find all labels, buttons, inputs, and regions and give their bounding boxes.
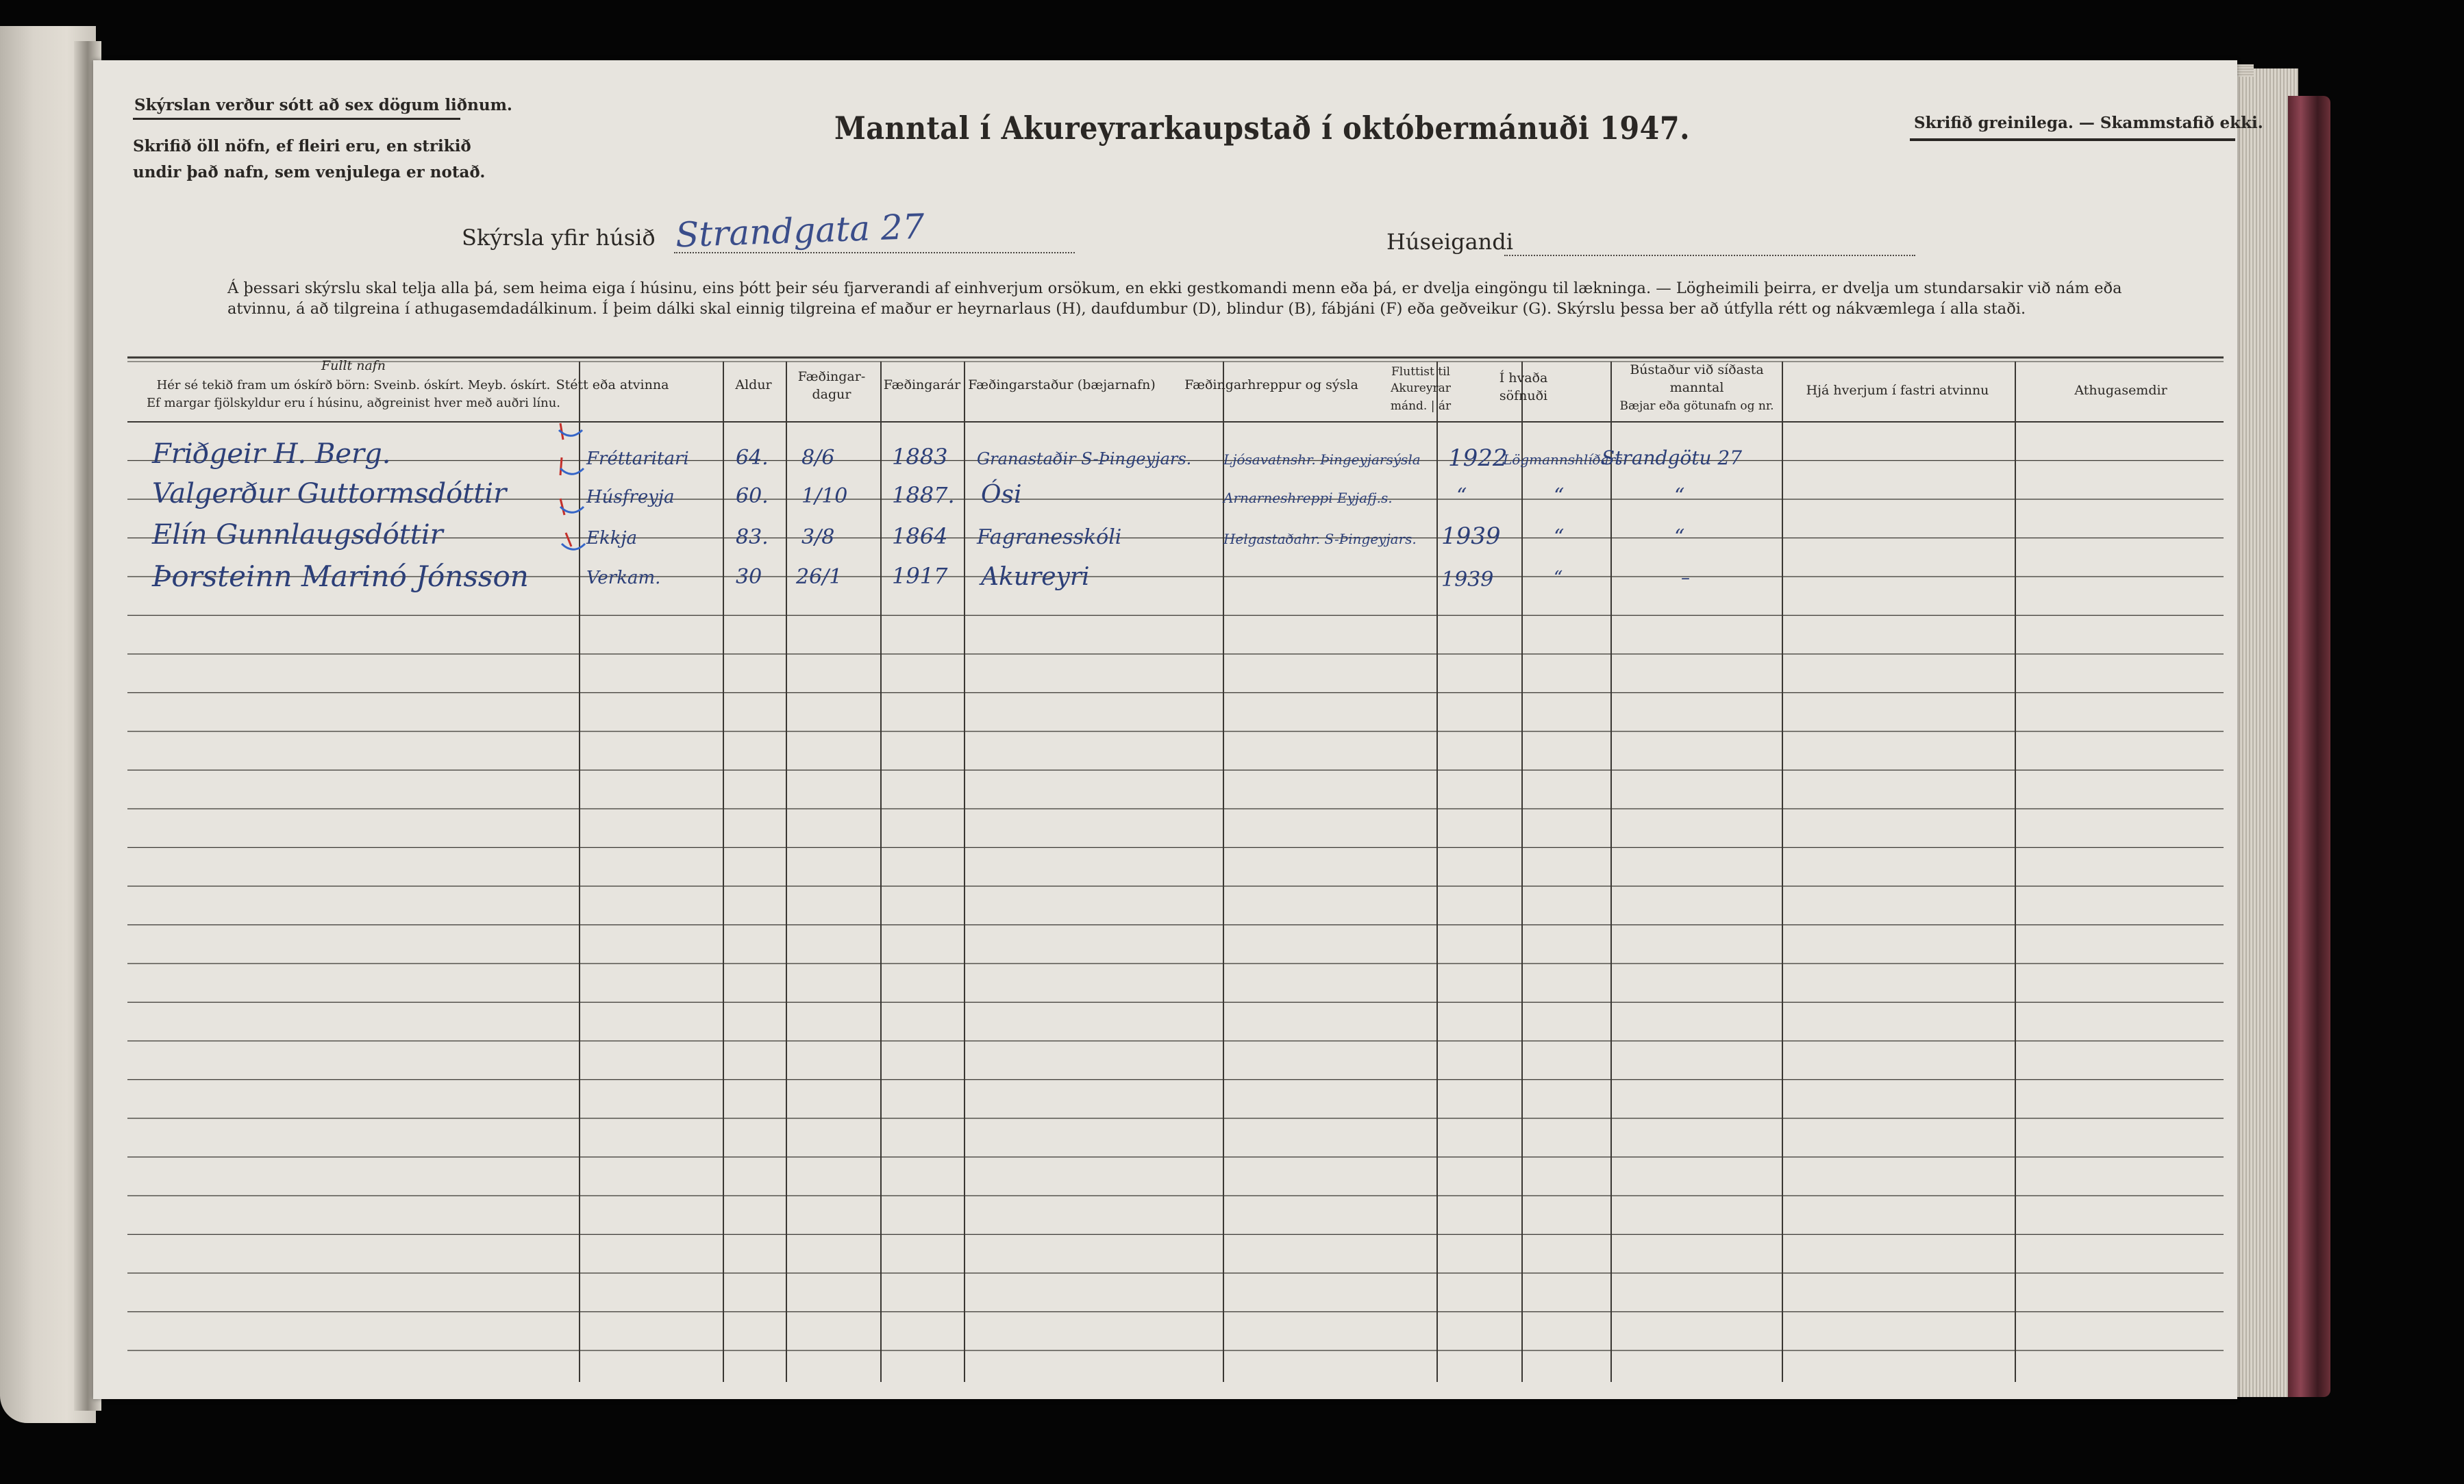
row2-parish: Arnarneshreppi Eyjafj.s.: [1223, 490, 1393, 506]
row3-day: 3/8: [801, 525, 835, 549]
col-employer-header: Hjá hverjum í fastri atvinnu: [1806, 383, 1989, 398]
row1-day: 8/6: [801, 446, 835, 470]
row2-birthplace: Ósi: [981, 481, 1022, 509]
row4-age: 30: [736, 565, 762, 589]
row1-age: 64.: [736, 446, 769, 470]
row1-residence: Strandgötu 27: [1602, 447, 1743, 469]
col-remarks-header: Athugasemdir: [2074, 383, 2167, 398]
census-table: [93, 60, 2237, 1399]
col-birthday-header-2: dagur: [812, 387, 851, 402]
col-moved-header-2: Akureyrar: [1391, 381, 1451, 395]
col-birthyear-header: Fæðingarár: [883, 377, 961, 392]
col-congregation-header-1: Í hvaða: [1499, 370, 1548, 386]
col-residence-header-1: Bústaður við síðasta: [1630, 362, 1764, 377]
blue-marks: [559, 430, 585, 549]
col-age-header: Aldur: [735, 377, 772, 392]
col-birthday-header-1: Fæðingar-: [797, 369, 866, 384]
table-ruling: [127, 357, 2224, 1382]
row4-birthplace: Akureyri: [981, 563, 1090, 591]
row3-residence: “: [1674, 525, 1685, 549]
row4-residence: –: [1681, 568, 1690, 588]
row3-year: 1864: [892, 523, 948, 549]
row1-name: Friðgeir H. Berg.: [152, 438, 391, 470]
names-note-line1: Skrifið öll nöfn, ef fleiri eru, en strikið: [133, 137, 471, 155]
row3-congregation: “: [1554, 525, 1565, 549]
row1-occupation: Fréttaritari: [586, 449, 689, 469]
col-parish-header: Fæðingarhreppur og sýsla: [1184, 377, 1358, 392]
row4-occupation: Verkam.: [586, 568, 661, 588]
names-note-line2: undir það nafn, sem venjulega er notað.: [133, 163, 486, 181]
house-label: Skýrsla yfir húsið: [462, 225, 656, 251]
row4-congregation: “: [1554, 568, 1563, 588]
red-mark-4: [566, 533, 571, 546]
row2-residence: “: [1674, 484, 1685, 508]
row4-moved: 1939: [1441, 568, 1494, 592]
collection-note: Skýrslan verður sótt að sex dögum liðnum.: [134, 96, 512, 114]
row2-moved: “: [1456, 484, 1467, 508]
write-clearly-note: Skrifið greinilega. — Skammstafið ekki.: [1914, 114, 2263, 132]
col-moved-header-1: Fluttist til: [1391, 365, 1450, 379]
row2-name: Valgerður Guttormsdóttir: [152, 478, 507, 510]
row2-year: 1887.: [892, 482, 955, 508]
instructions-line2: atvinnu, á að tilgreina í athugasemdadálkinum. Í þeim dálki skal einnig tilgreina ef maður er heyrnarlaus (H), daufdumbur (D), blindur (B), fábjáni (F) eða geðveikur (G). Skýrslu þessa ber að útfylla rétt og nákvæmlega í alla staði.: [227, 300, 2026, 318]
row1-moved: 1922: [1448, 444, 1508, 472]
row2-age: 60.: [736, 484, 769, 508]
owner-label: Húseigandi: [1386, 229, 1513, 255]
row1-parish: Ljósavatnshr. Þingeyjarsýsla: [1223, 451, 1421, 468]
row2-congregation: “: [1554, 484, 1565, 508]
row3-occupation: Ekkja: [586, 528, 638, 549]
book-cover-spine: [2288, 96, 2330, 1397]
census-form-page: [93, 60, 2263, 1399]
row3-moved: 1939: [1441, 523, 1501, 550]
row2-day: 1/10: [801, 484, 848, 508]
form-title: Manntal í Akureyrarkaupstað í októbermánuði 1947.: [834, 110, 1691, 147]
col-birthplace-header: Fæðingarstaður (bæjarnafn): [968, 377, 1156, 392]
row4-year: 1917: [892, 563, 948, 589]
row1-birthplace: Granastaðir S-Þingeyjars.: [977, 449, 1192, 468]
row3-birthplace: Fagranesskóli: [977, 525, 1122, 549]
col-residence-header-2: manntal: [1669, 380, 1724, 395]
col-congregation-header-2: söfnuði: [1499, 388, 1548, 403]
row4-day: 26/1: [796, 565, 843, 589]
row2-occupation: Húsfreyja: [586, 487, 675, 507]
red-mark-2: [560, 457, 562, 475]
row4-name: Þorsteinn Marinó Jónsson: [152, 559, 529, 593]
house-value: Strandgata 27: [675, 206, 925, 255]
col-occupation-header: Stétt eða atvinna: [556, 377, 669, 392]
instructions-line1: Á þessari skýrslu skal telja alla þá, sem heima eiga í húsinu, eins þótt þeir séu fjarverandi af einhverjum orsökum, en ekki gestkomandi menn eða þá, er dvelja eingöngu til lækninga. — Lögheimili þeirra, er dvelja um stundarsakir við nám eða: [227, 279, 2122, 297]
col-residence-header-3: Bæjar eða götunafn og nr.: [1619, 399, 1774, 413]
row3-age: 83.: [736, 525, 769, 549]
col-moved-header-3: mánd. | ár: [1390, 399, 1452, 413]
row3-name: Elín Gunnlaugsdóttir: [152, 519, 443, 551]
col-name-note2: Ef margar fjölskyldur eru í húsinu, aðgreinist hver með auðri línu.: [146, 396, 561, 410]
row3-parish: Helgastaðahr. S-Þingeyjars.: [1223, 531, 1417, 547]
row1-congregation: Lögmannshlíðars.: [1503, 451, 1627, 468]
row1-year: 1883: [892, 444, 948, 470]
col-name-header: Fullt nafn: [321, 358, 386, 373]
proof-marks: [559, 423, 585, 549]
table-header: [147, 358, 2168, 413]
col-name-note1: Hér sé tekið fram um óskírð börn: Sveinb. óskírt. Meyb. óskírt.: [156, 378, 551, 392]
handwritten-entries: [151, 438, 1742, 593]
